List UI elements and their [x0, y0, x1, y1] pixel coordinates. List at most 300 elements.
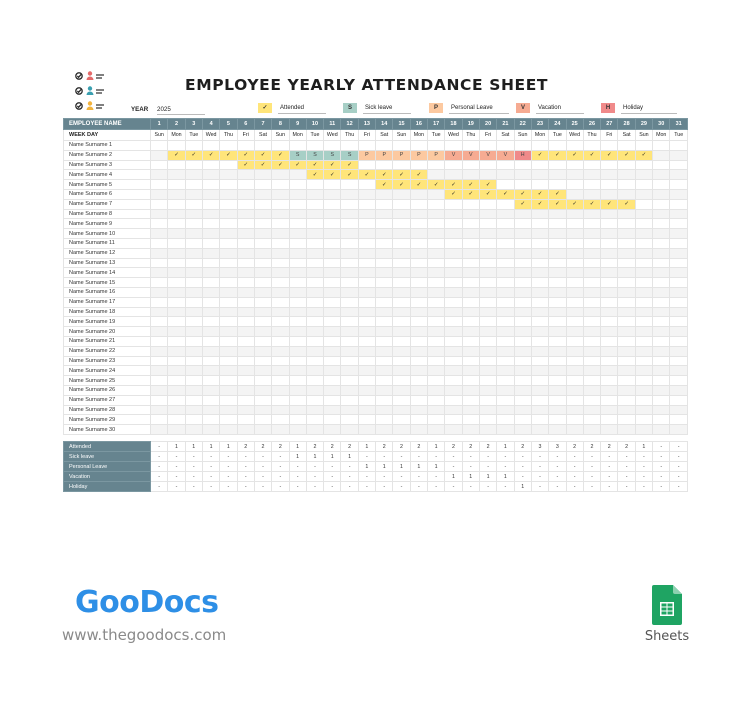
attendance-cell[interactable]	[151, 268, 168, 278]
attendance-cell[interactable]	[220, 307, 237, 317]
attendance-cell[interactable]	[428, 141, 445, 151]
attendance-cell[interactable]	[324, 258, 341, 268]
attendance-cell[interactable]	[428, 405, 445, 415]
attendance-cell[interactable]	[220, 180, 237, 190]
attendance-cell[interactable]	[497, 317, 514, 327]
attendance-cell[interactable]	[653, 346, 670, 356]
attendance-cell[interactable]	[428, 229, 445, 239]
attendance-cell[interactable]	[237, 287, 254, 297]
attendance-cell[interactable]	[462, 346, 479, 356]
attendance-cell[interactable]	[202, 425, 219, 435]
attendance-cell[interactable]	[272, 141, 289, 151]
attendance-cell[interactable]	[670, 415, 688, 425]
attendance-cell[interactable]	[428, 297, 445, 307]
attendance-cell[interactable]: S	[341, 150, 358, 160]
attendance-cell[interactable]	[237, 395, 254, 405]
attendance-cell[interactable]	[410, 209, 427, 219]
attendance-cell[interactable]	[601, 278, 618, 288]
attendance-cell[interactable]: ✓	[220, 150, 237, 160]
attendance-cell[interactable]	[428, 327, 445, 337]
attendance-cell[interactable]	[393, 229, 410, 239]
attendance-cell[interactable]	[428, 209, 445, 219]
attendance-cell[interactable]	[341, 258, 358, 268]
attendance-cell[interactable]	[202, 346, 219, 356]
attendance-cell[interactable]: ✓	[549, 189, 566, 199]
attendance-cell[interactable]	[272, 189, 289, 199]
attendance-cell[interactable]: ✓	[618, 199, 635, 209]
attendance-cell[interactable]: ✓	[549, 150, 566, 160]
attendance-cell[interactable]	[151, 287, 168, 297]
attendance-cell[interactable]	[324, 336, 341, 346]
attendance-cell[interactable]	[151, 385, 168, 395]
attendance-cell[interactable]	[202, 307, 219, 317]
attendance-cell[interactable]	[272, 219, 289, 229]
attendance-cell[interactable]	[341, 189, 358, 199]
attendance-cell[interactable]	[445, 346, 462, 356]
attendance-cell[interactable]	[393, 297, 410, 307]
attendance-cell[interactable]	[237, 415, 254, 425]
attendance-cell[interactable]	[583, 307, 600, 317]
attendance-cell[interactable]	[220, 268, 237, 278]
attendance-cell[interactable]	[185, 199, 202, 209]
attendance-cell[interactable]	[306, 141, 323, 151]
attendance-cell[interactable]	[514, 346, 531, 356]
attendance-cell[interactable]	[324, 415, 341, 425]
attendance-cell[interactable]	[324, 425, 341, 435]
attendance-cell[interactable]	[514, 180, 531, 190]
attendance-cell[interactable]	[376, 268, 393, 278]
attendance-cell[interactable]	[549, 229, 566, 239]
attendance-cell[interactable]	[237, 180, 254, 190]
attendance-cell[interactable]	[653, 405, 670, 415]
attendance-cell[interactable]	[289, 415, 306, 425]
attendance-cell[interactable]	[531, 405, 548, 415]
attendance-cell[interactable]	[428, 189, 445, 199]
attendance-cell[interactable]	[549, 346, 566, 356]
attendance-cell[interactable]	[306, 180, 323, 190]
attendance-cell[interactable]	[376, 258, 393, 268]
attendance-cell[interactable]	[601, 248, 618, 258]
attendance-cell[interactable]	[410, 327, 427, 337]
attendance-cell[interactable]: P	[428, 150, 445, 160]
attendance-cell[interactable]	[653, 376, 670, 386]
attendance-cell[interactable]	[151, 346, 168, 356]
attendance-cell[interactable]	[272, 278, 289, 288]
attendance-cell[interactable]: ✓	[566, 199, 583, 209]
attendance-cell[interactable]	[168, 180, 185, 190]
attendance-cell[interactable]	[254, 238, 271, 248]
attendance-cell[interactable]	[428, 170, 445, 180]
attendance-cell[interactable]	[653, 268, 670, 278]
attendance-cell[interactable]	[202, 170, 219, 180]
attendance-cell[interactable]	[324, 405, 341, 415]
attendance-cell[interactable]	[289, 141, 306, 151]
attendance-cell[interactable]	[566, 238, 583, 248]
attendance-cell[interactable]	[635, 395, 652, 405]
attendance-cell[interactable]	[514, 356, 531, 366]
attendance-cell[interactable]	[272, 268, 289, 278]
attendance-cell[interactable]	[306, 307, 323, 317]
attendance-cell[interactable]	[618, 327, 635, 337]
attendance-cell[interactable]	[514, 395, 531, 405]
attendance-cell[interactable]	[601, 425, 618, 435]
attendance-cell[interactable]	[254, 268, 271, 278]
attendance-cell[interactable]	[376, 405, 393, 415]
attendance-cell[interactable]	[549, 141, 566, 151]
attendance-cell[interactable]	[566, 366, 583, 376]
attendance-cell[interactable]	[497, 229, 514, 239]
attendance-cell[interactable]	[393, 415, 410, 425]
attendance-cell[interactable]	[358, 160, 375, 170]
attendance-cell[interactable]	[635, 268, 652, 278]
attendance-cell[interactable]	[185, 189, 202, 199]
attendance-cell[interactable]	[583, 356, 600, 366]
attendance-cell[interactable]	[635, 248, 652, 258]
attendance-cell[interactable]	[410, 385, 427, 395]
attendance-cell[interactable]	[653, 356, 670, 366]
attendance-cell[interactable]	[479, 248, 496, 258]
attendance-cell[interactable]	[168, 327, 185, 337]
attendance-cell[interactable]	[514, 336, 531, 346]
attendance-cell[interactable]	[583, 248, 600, 258]
attendance-cell[interactable]: V	[445, 150, 462, 160]
attendance-cell[interactable]	[531, 160, 548, 170]
attendance-cell[interactable]	[601, 189, 618, 199]
attendance-cell[interactable]	[462, 287, 479, 297]
attendance-cell[interactable]: ✓	[341, 160, 358, 170]
attendance-cell[interactable]	[497, 170, 514, 180]
attendance-cell[interactable]	[202, 199, 219, 209]
attendance-cell[interactable]	[445, 317, 462, 327]
attendance-cell[interactable]	[185, 346, 202, 356]
attendance-cell[interactable]	[514, 278, 531, 288]
attendance-cell[interactable]	[445, 209, 462, 219]
attendance-cell[interactable]	[462, 209, 479, 219]
attendance-cell[interactable]	[376, 376, 393, 386]
attendance-cell[interactable]	[358, 141, 375, 151]
attendance-cell[interactable]	[306, 356, 323, 366]
attendance-cell[interactable]	[531, 415, 548, 425]
attendance-cell[interactable]	[358, 346, 375, 356]
attendance-cell[interactable]	[618, 248, 635, 258]
attendance-cell[interactable]	[185, 209, 202, 219]
attendance-cell[interactable]	[601, 376, 618, 386]
attendance-cell[interactable]	[531, 238, 548, 248]
attendance-cell[interactable]	[566, 346, 583, 356]
attendance-cell[interactable]	[324, 395, 341, 405]
attendance-cell[interactable]	[566, 180, 583, 190]
attendance-cell[interactable]	[324, 278, 341, 288]
attendance-cell[interactable]	[653, 425, 670, 435]
attendance-cell[interactable]	[635, 170, 652, 180]
attendance-cell[interactable]	[497, 141, 514, 151]
attendance-cell[interactable]	[376, 287, 393, 297]
attendance-cell[interactable]	[514, 238, 531, 248]
attendance-cell[interactable]	[497, 238, 514, 248]
attendance-cell[interactable]	[583, 189, 600, 199]
attendance-cell[interactable]	[531, 336, 548, 346]
attendance-cell[interactable]	[601, 219, 618, 229]
attendance-cell[interactable]	[289, 395, 306, 405]
attendance-cell[interactable]	[514, 415, 531, 425]
attendance-cell[interactable]	[168, 297, 185, 307]
attendance-cell[interactable]	[514, 229, 531, 239]
attendance-cell[interactable]	[202, 366, 219, 376]
attendance-cell[interactable]	[601, 209, 618, 219]
attendance-cell[interactable]	[635, 405, 652, 415]
attendance-cell[interactable]	[497, 287, 514, 297]
attendance-cell[interactable]	[670, 317, 688, 327]
attendance-cell[interactable]	[202, 376, 219, 386]
attendance-cell[interactable]	[324, 346, 341, 356]
attendance-cell[interactable]	[393, 141, 410, 151]
attendance-cell[interactable]	[237, 336, 254, 346]
attendance-cell[interactable]	[254, 248, 271, 258]
attendance-cell[interactable]	[653, 150, 670, 160]
attendance-cell[interactable]	[289, 376, 306, 386]
attendance-cell[interactable]	[168, 346, 185, 356]
attendance-cell[interactable]	[185, 366, 202, 376]
attendance-cell[interactable]	[185, 385, 202, 395]
attendance-cell[interactable]	[445, 356, 462, 366]
attendance-cell[interactable]	[393, 248, 410, 258]
attendance-cell[interactable]	[237, 376, 254, 386]
attendance-cell[interactable]	[393, 376, 410, 386]
attendance-cell[interactable]	[151, 425, 168, 435]
attendance-cell[interactable]	[531, 141, 548, 151]
attendance-cell[interactable]	[635, 229, 652, 239]
attendance-cell[interactable]	[462, 199, 479, 209]
attendance-cell[interactable]	[185, 287, 202, 297]
attendance-cell[interactable]	[168, 189, 185, 199]
attendance-cell[interactable]	[601, 336, 618, 346]
attendance-cell[interactable]	[531, 170, 548, 180]
attendance-cell[interactable]	[237, 141, 254, 151]
attendance-cell[interactable]	[306, 415, 323, 425]
attendance-cell[interactable]	[601, 395, 618, 405]
attendance-cell[interactable]	[358, 327, 375, 337]
attendance-cell[interactable]	[479, 346, 496, 356]
attendance-cell[interactable]	[497, 258, 514, 268]
attendance-cell[interactable]	[220, 297, 237, 307]
attendance-cell[interactable]	[514, 258, 531, 268]
attendance-cell[interactable]	[393, 307, 410, 317]
attendance-cell[interactable]	[618, 268, 635, 278]
attendance-cell[interactable]	[583, 346, 600, 356]
attendance-cell[interactable]	[410, 317, 427, 327]
attendance-cell[interactable]	[272, 317, 289, 327]
attendance-cell[interactable]	[254, 356, 271, 366]
attendance-cell[interactable]	[168, 258, 185, 268]
attendance-cell[interactable]	[514, 209, 531, 219]
attendance-cell[interactable]	[618, 297, 635, 307]
attendance-cell[interactable]	[376, 199, 393, 209]
attendance-cell[interactable]	[151, 415, 168, 425]
attendance-cell[interactable]	[653, 307, 670, 317]
attendance-cell[interactable]	[410, 238, 427, 248]
attendance-cell[interactable]	[514, 297, 531, 307]
attendance-cell[interactable]	[289, 336, 306, 346]
attendance-cell[interactable]: ✓	[393, 170, 410, 180]
attendance-cell[interactable]: ✓	[531, 189, 548, 199]
attendance-cell[interactable]	[202, 317, 219, 327]
attendance-cell[interactable]	[479, 258, 496, 268]
attendance-cell[interactable]	[341, 229, 358, 239]
attendance-cell[interactable]	[601, 327, 618, 337]
attendance-cell[interactable]	[358, 258, 375, 268]
attendance-cell[interactable]	[151, 307, 168, 317]
attendance-cell[interactable]	[151, 278, 168, 288]
attendance-cell[interactable]	[185, 415, 202, 425]
attendance-cell[interactable]	[306, 248, 323, 258]
attendance-cell[interactable]	[306, 317, 323, 327]
attendance-cell[interactable]	[462, 268, 479, 278]
attendance-cell[interactable]	[653, 229, 670, 239]
attendance-cell[interactable]	[254, 189, 271, 199]
attendance-cell[interactable]: ✓	[618, 150, 635, 160]
attendance-cell[interactable]	[272, 229, 289, 239]
attendance-cell[interactable]: ✓	[376, 170, 393, 180]
attendance-cell[interactable]	[254, 141, 271, 151]
attendance-cell[interactable]	[462, 297, 479, 307]
attendance-cell[interactable]	[358, 307, 375, 317]
attendance-cell[interactable]	[462, 327, 479, 337]
attendance-cell[interactable]	[306, 199, 323, 209]
attendance-cell[interactable]	[254, 317, 271, 327]
attendance-cell[interactable]	[462, 219, 479, 229]
attendance-cell[interactable]	[376, 385, 393, 395]
attendance-cell[interactable]	[549, 170, 566, 180]
attendance-cell[interactable]	[514, 405, 531, 415]
attendance-cell[interactable]	[549, 395, 566, 405]
attendance-cell[interactable]	[393, 268, 410, 278]
attendance-cell[interactable]	[358, 376, 375, 386]
attendance-cell[interactable]	[428, 268, 445, 278]
attendance-cell[interactable]	[428, 336, 445, 346]
attendance-cell[interactable]	[393, 238, 410, 248]
attendance-cell[interactable]	[635, 346, 652, 356]
attendance-cell[interactable]	[220, 356, 237, 366]
attendance-cell[interactable]	[635, 297, 652, 307]
attendance-cell[interactable]	[445, 141, 462, 151]
attendance-cell[interactable]: S	[289, 150, 306, 160]
attendance-cell[interactable]	[151, 229, 168, 239]
attendance-cell[interactable]	[220, 209, 237, 219]
attendance-cell[interactable]	[583, 209, 600, 219]
attendance-cell[interactable]	[237, 170, 254, 180]
attendance-cell[interactable]	[531, 356, 548, 366]
attendance-cell[interactable]	[410, 346, 427, 356]
attendance-cell[interactable]: ✓	[272, 150, 289, 160]
attendance-cell[interactable]	[341, 199, 358, 209]
attendance-cell[interactable]: ✓	[358, 170, 375, 180]
attendance-cell[interactable]	[670, 248, 688, 258]
attendance-cell[interactable]	[531, 395, 548, 405]
attendance-cell[interactable]	[220, 248, 237, 258]
attendance-cell[interactable]	[635, 287, 652, 297]
attendance-cell[interactable]	[497, 346, 514, 356]
attendance-cell[interactable]	[445, 376, 462, 386]
attendance-cell[interactable]	[393, 385, 410, 395]
attendance-cell[interactable]	[549, 219, 566, 229]
attendance-cell[interactable]	[341, 141, 358, 151]
attendance-cell[interactable]	[514, 366, 531, 376]
attendance-cell[interactable]	[168, 307, 185, 317]
attendance-cell[interactable]	[635, 385, 652, 395]
attendance-cell[interactable]: P	[376, 150, 393, 160]
attendance-cell[interactable]	[306, 366, 323, 376]
attendance-cell[interactable]	[601, 229, 618, 239]
attendance-cell[interactable]	[601, 385, 618, 395]
attendance-cell[interactable]	[635, 366, 652, 376]
attendance-cell[interactable]	[531, 278, 548, 288]
attendance-cell[interactable]	[358, 415, 375, 425]
attendance-cell[interactable]	[462, 278, 479, 288]
attendance-cell[interactable]	[670, 238, 688, 248]
attendance-cell[interactable]	[445, 219, 462, 229]
attendance-cell[interactable]	[306, 425, 323, 435]
attendance-cell[interactable]	[151, 356, 168, 366]
attendance-cell[interactable]	[670, 199, 688, 209]
attendance-cell[interactable]	[272, 415, 289, 425]
attendance-cell[interactable]	[497, 415, 514, 425]
attendance-cell[interactable]	[514, 219, 531, 229]
attendance-cell[interactable]	[618, 180, 635, 190]
attendance-cell[interactable]	[202, 141, 219, 151]
attendance-cell[interactable]	[185, 356, 202, 366]
attendance-cell[interactable]	[549, 268, 566, 278]
attendance-cell[interactable]	[514, 307, 531, 317]
attendance-cell[interactable]	[393, 278, 410, 288]
attendance-cell[interactable]	[272, 199, 289, 209]
attendance-cell[interactable]	[410, 376, 427, 386]
attendance-cell[interactable]	[583, 336, 600, 346]
attendance-cell[interactable]	[445, 385, 462, 395]
attendance-cell[interactable]: ✓	[237, 150, 254, 160]
attendance-cell[interactable]	[531, 327, 548, 337]
attendance-cell[interactable]	[618, 346, 635, 356]
attendance-cell[interactable]: ✓	[324, 170, 341, 180]
attendance-cell[interactable]	[151, 199, 168, 209]
attendance-cell[interactable]	[168, 199, 185, 209]
attendance-cell[interactable]	[635, 278, 652, 288]
attendance-cell[interactable]	[670, 336, 688, 346]
attendance-cell[interactable]: V	[497, 150, 514, 160]
attendance-cell[interactable]	[341, 327, 358, 337]
attendance-cell[interactable]	[531, 209, 548, 219]
attendance-cell[interactable]	[306, 278, 323, 288]
attendance-cell[interactable]	[601, 160, 618, 170]
attendance-cell[interactable]: ✓	[393, 180, 410, 190]
attendance-cell[interactable]	[185, 307, 202, 317]
attendance-cell[interactable]	[341, 268, 358, 278]
attendance-cell[interactable]	[583, 366, 600, 376]
attendance-cell[interactable]	[462, 307, 479, 317]
attendance-cell[interactable]	[376, 307, 393, 317]
attendance-cell[interactable]	[566, 219, 583, 229]
attendance-cell[interactable]: H	[514, 150, 531, 160]
attendance-cell[interactable]	[306, 209, 323, 219]
attendance-cell[interactable]	[635, 327, 652, 337]
attendance-cell[interactable]	[566, 425, 583, 435]
attendance-cell[interactable]	[254, 307, 271, 317]
attendance-cell[interactable]	[601, 141, 618, 151]
attendance-cell[interactable]	[566, 395, 583, 405]
attendance-cell[interactable]	[566, 209, 583, 219]
attendance-cell[interactable]	[601, 307, 618, 317]
attendance-cell[interactable]	[514, 317, 531, 327]
attendance-cell[interactable]: ✓	[272, 160, 289, 170]
